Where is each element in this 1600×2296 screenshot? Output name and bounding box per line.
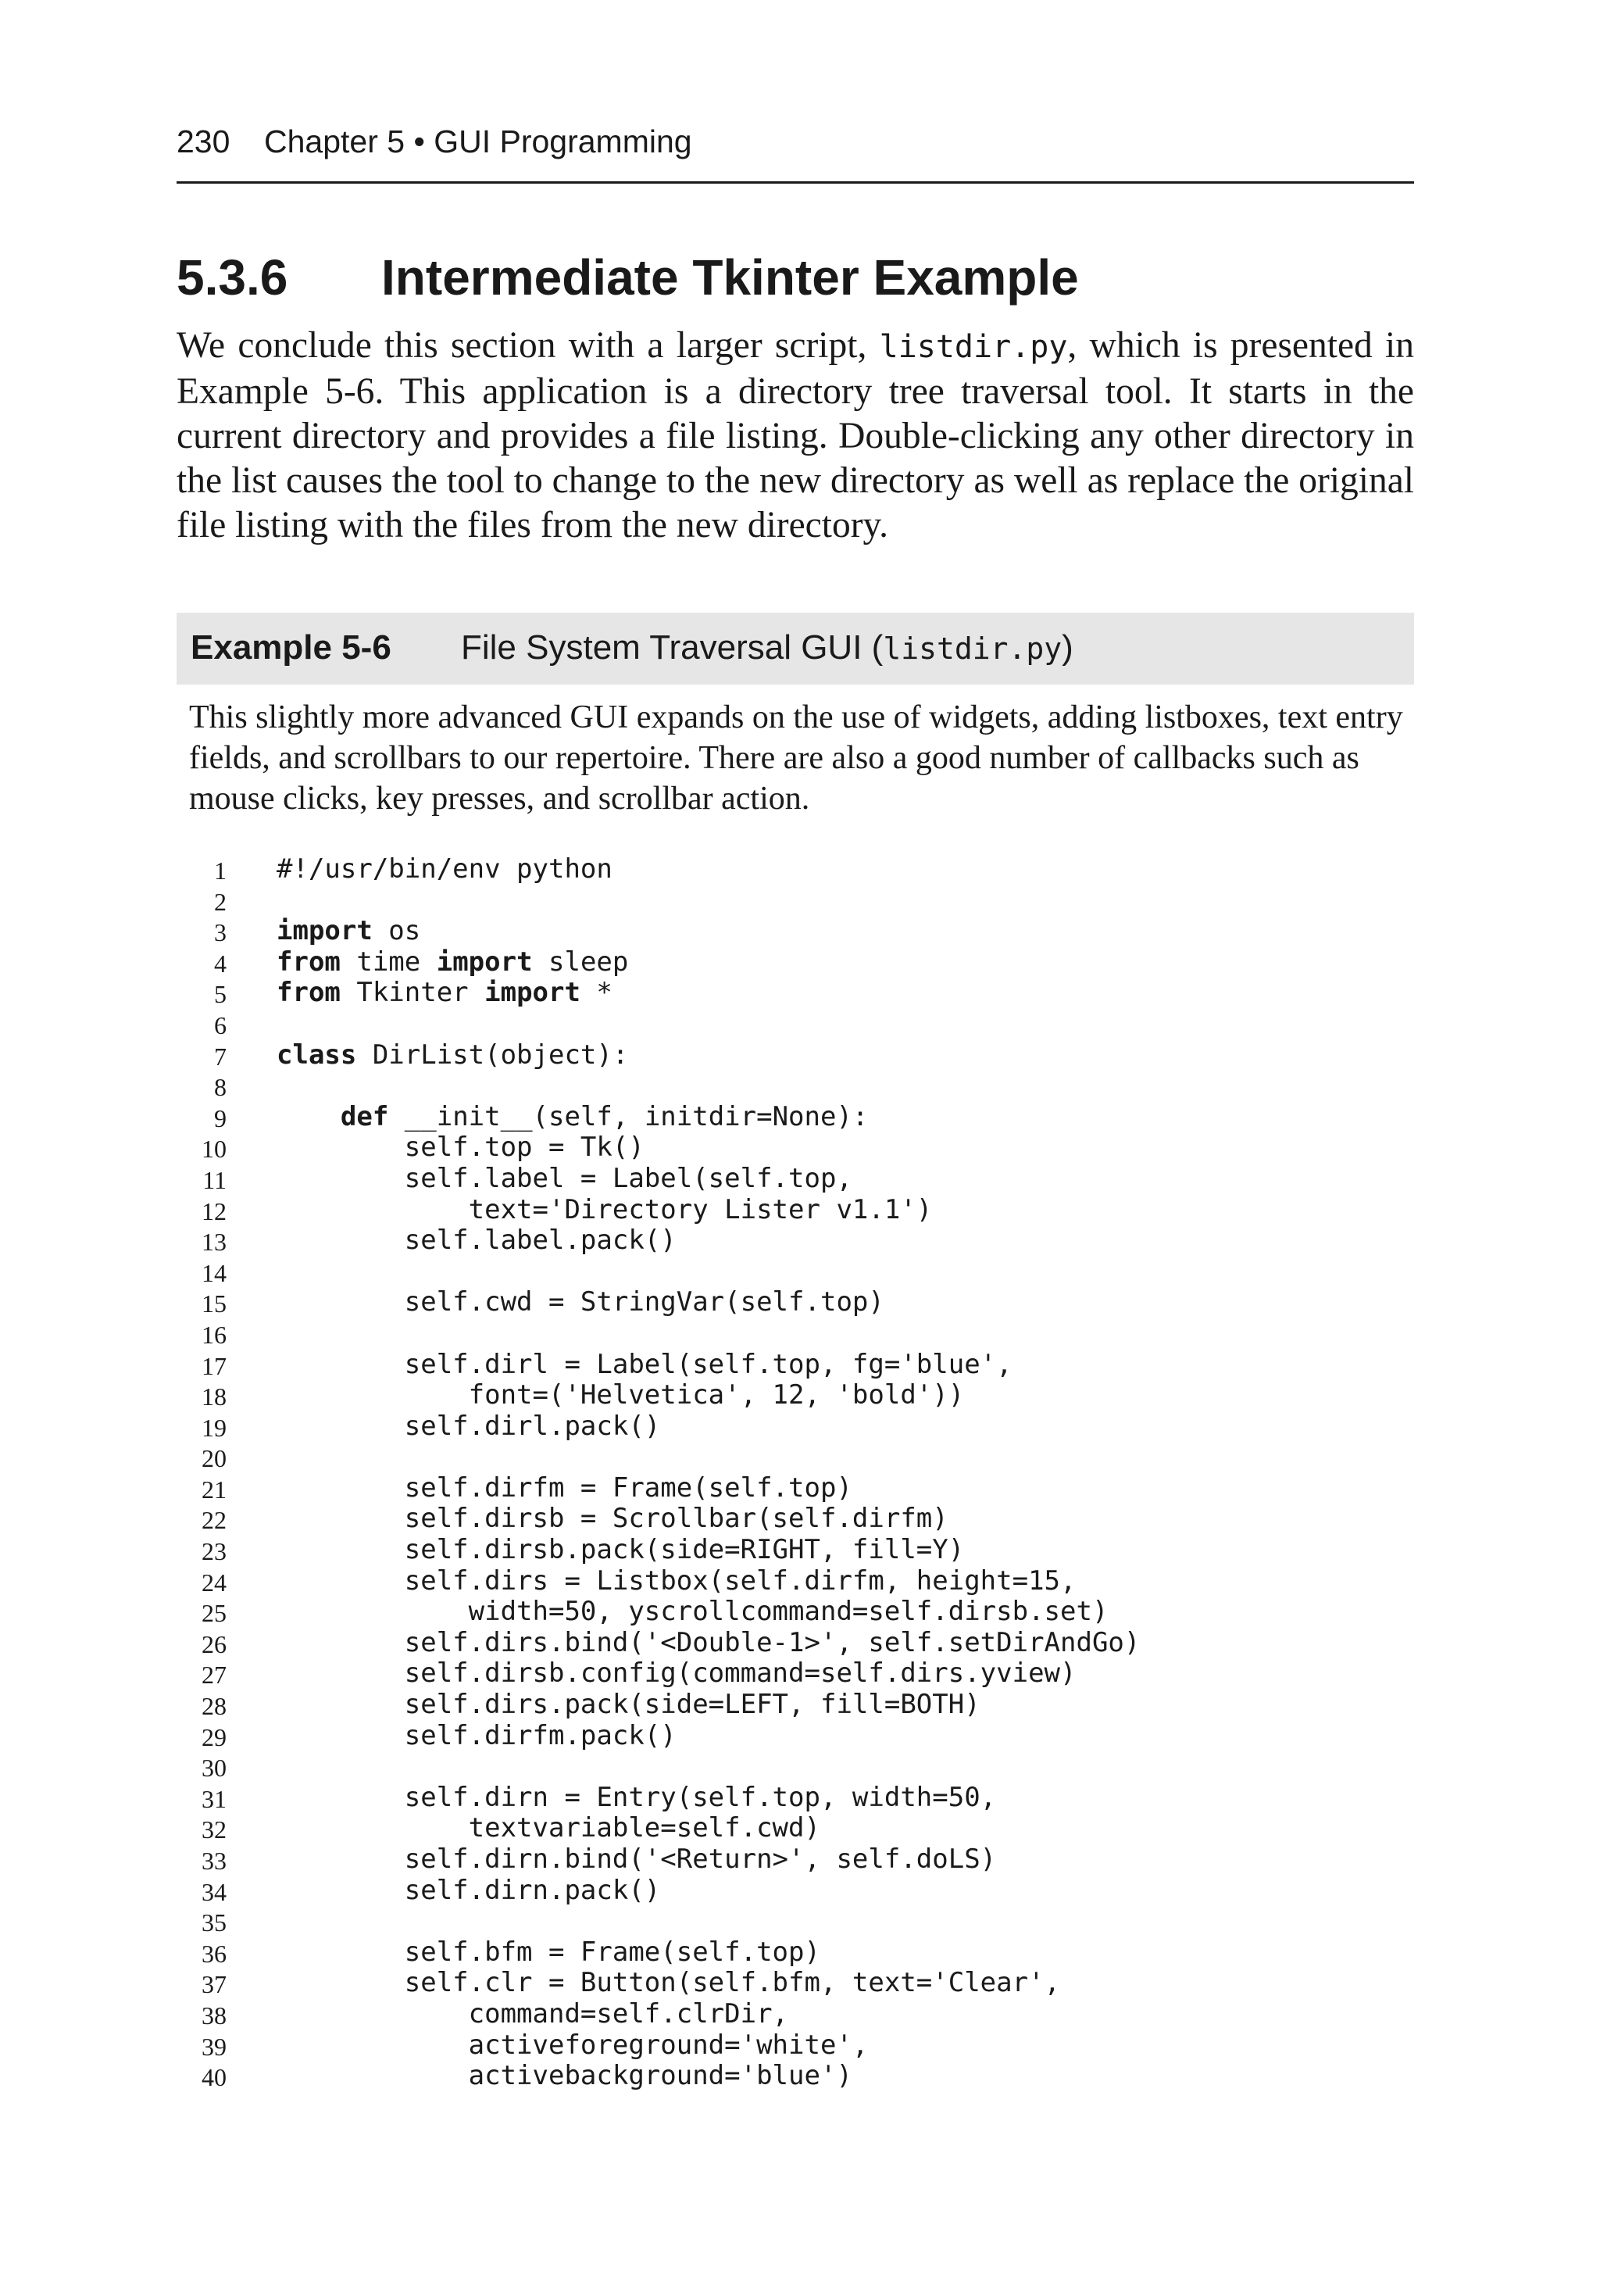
line-number: 11 [202,1165,227,1194]
code-line [0,1906,1600,1937]
code-line [0,1164,1600,1195]
section-title: Intermediate Tkinter Example [381,249,1079,306]
code-line [0,1751,1600,1783]
code-line [0,1442,1600,1473]
code-text: self.label.pack() [277,1225,677,1257]
code-line [0,978,1600,1009]
code-text: self.dirl = Label(self.top, fg='blue', [277,1348,1012,1380]
line-number: 8 [214,1073,227,1102]
intro-script-name: listdir.py [879,329,1068,365]
example-caption-text: File System Traversal GUI ( [461,628,884,667]
code-text: self.dirs = Listbox(self.dirfm, height=15, [277,1565,1077,1597]
code-text: self.dirsb.config(command=self.dirs.yview) [277,1658,1077,1690]
line-number: 37 [202,1970,227,1999]
code-line [0,1102,1600,1133]
code-text: self.label = Label(self.top, [277,1162,852,1194]
code-text: self.bfm = Frame(self.top) [277,1936,820,1968]
code-line [0,1566,1600,1597]
code-line [0,1783,1600,1814]
line-number: 4 [214,949,227,978]
code-text: class DirList(object): [277,1039,629,1071]
line-number: 22 [202,1506,227,1535]
line-number: 33 [202,1847,227,1875]
code-line [0,854,1600,885]
example-caption-code: listdir.py [883,631,1062,666]
line-number: 10 [202,1135,227,1164]
line-number: 23 [202,1537,227,1566]
code-text: import os [277,915,421,947]
code-text: textvariable=self.cwd) [277,1812,820,1844]
code-text: self.dirfm.pack() [277,1719,677,1751]
line-number: 36 [202,1939,227,1968]
line-number: 34 [202,1877,227,1906]
code-text: text='Directory Lister v1.1') [277,1193,933,1225]
line-number: 20 [202,1444,227,1473]
line-number: 21 [202,1475,227,1504]
code-text: from Tkinter import * [277,977,612,1009]
example-label: Example 5-6 [191,628,391,667]
line-number: 15 [202,1289,227,1318]
code-line [0,1318,1600,1350]
code-text: self.dirs.pack(side=LEFT, fill=BOTH) [277,1689,980,1721]
code-line [0,1968,1600,1999]
code-keyword: import [277,915,373,947]
code-text: self.dirfm = Frame(self.top) [277,1472,852,1504]
code-text: self.dirn.bind('<Return>', self.doLS) [277,1844,997,1875]
code-text: self.dirsb.pack(side=RIGHT, fill=Y) [277,1534,965,1566]
line-number: 32 [202,1815,227,1844]
code-line [0,1504,1600,1535]
code-line [0,1813,1600,1844]
code-line [0,1350,1600,1381]
code-line [0,2030,1600,2062]
code-line [0,1071,1600,1102]
running-head [177,117,1414,184]
intro-text-after: , which is presented in Example 5-6. This application is a directory tree traversal tool. It starts in the current directory and provides a file listing. Double-clicking any other directory in the list causes the tool to change to the new directory as well as replace the original file listing with the files from the new directory. [177,325,1414,545]
line-number: 18 [202,1382,227,1411]
code-text: self.dirsb = Scrollbar(self.dirfm) [277,1503,948,1535]
line-number: 1 [214,857,227,885]
code-text: command=self.clrDir, [277,1997,789,2030]
line-number: 25 [202,1599,227,1628]
line-number: 28 [202,1692,227,1721]
line-number: 3 [214,918,227,947]
code-keyword: class [277,1039,357,1071]
code-line [0,1628,1600,1659]
line-number: 13 [202,1228,227,1257]
code-line [0,885,1600,917]
intro-text-before: We conclude this section with a larger script, [177,325,880,366]
code-listing [0,854,1600,2092]
section-heading [177,249,1414,311]
line-number: 14 [202,1258,227,1287]
line-number: 35 [202,1908,227,1937]
code-line [0,1658,1600,1690]
code-text: width=50, yscrollcommand=self.dirsb.set) [277,1596,1109,1628]
code-text: def __init__(self, initdir=None): [340,1100,869,1132]
code-line [0,1597,1600,1628]
code-line [0,1473,1600,1504]
code-line [0,1040,1600,1071]
code-line [0,1195,1600,1226]
line-number: 29 [202,1722,227,1751]
code-line [0,1535,1600,1566]
line-number: 5 [214,980,227,1009]
line-number: 39 [202,2032,227,2061]
code-text: self.clr = Button(self.bfm, text='Clear', [277,1967,1061,1999]
line-number: 38 [202,2001,227,2030]
code-line [0,1009,1600,1040]
code-line [0,916,1600,947]
code-keyword: def [340,1100,389,1132]
example-caption-close: ) [1062,628,1073,667]
line-number: 30 [202,1754,227,1783]
code-text: self.dirn = Entry(self.top, width=50, [277,1781,997,1813]
line-number: 27 [202,1661,227,1690]
example-caption-bar [177,613,1414,685]
code-keyword: from [277,977,341,1009]
code-text: font=('Helvetica', 12, 'bold')) [277,1379,965,1411]
code-line [0,1287,1600,1318]
line-number: 2 [214,887,227,916]
line-number: 6 [214,1010,227,1039]
page-number: 230 [177,123,230,159]
code-text: self.cwd = StringVar(self.top) [277,1286,884,1318]
code-text: self.dirs.bind('<Double-1>', self.setDirAndGo) [277,1626,1141,1658]
code-line [0,2061,1600,2092]
code-line [0,1876,1600,1907]
chapter-title: Chapter 5 • GUI Programming [264,123,692,159]
code-line [0,947,1600,978]
code-line [0,1721,1600,1752]
code-line [0,1937,1600,1969]
line-number: 16 [202,1320,227,1349]
code-text: self.dirn.pack() [277,1874,661,1906]
line-number: 40 [202,2063,227,2092]
code-line [0,1999,1600,2030]
intro-paragraph [177,324,1414,548]
code-line [0,1844,1600,1876]
code-line [0,1690,1600,1721]
code-text: self.top = Tk() [277,1132,645,1164]
example-caption [461,628,1073,667]
example-description: This slightly more advanced GUI expands on the use of widgets, adding listboxes, text entry fields, and scrollbars to our repertoire. There are also a good number of callbacks such as mouse clicks, key presses, and scrollbar action. [189,699,1403,817]
line-number: 12 [202,1196,227,1225]
line-number: 26 [202,1629,227,1658]
line-number: 31 [202,1784,227,1813]
line-number: 17 [202,1351,227,1380]
code-keyword: from [277,946,341,978]
code-text: activeforeground='white', [277,2029,869,2061]
section-number: 5.3.6 [177,249,288,306]
code-text: #!/usr/bin/env python [277,853,612,885]
line-number: 7 [214,1042,227,1071]
code-line [0,1132,1600,1164]
line-number: 19 [202,1413,227,1442]
code-text: from time import sleep [277,946,629,978]
code-keyword: import [484,977,580,1009]
code-line [0,1225,1600,1257]
code-text: self.dirl.pack() [277,1410,661,1442]
code-text: activebackground='blue') [277,2060,852,2092]
code-line [0,1257,1600,1288]
code-line [0,1380,1600,1411]
code-keyword: import [436,946,533,978]
line-number: 24 [202,1568,227,1597]
code-line [0,1411,1600,1443]
line-number: 9 [214,1103,227,1132]
